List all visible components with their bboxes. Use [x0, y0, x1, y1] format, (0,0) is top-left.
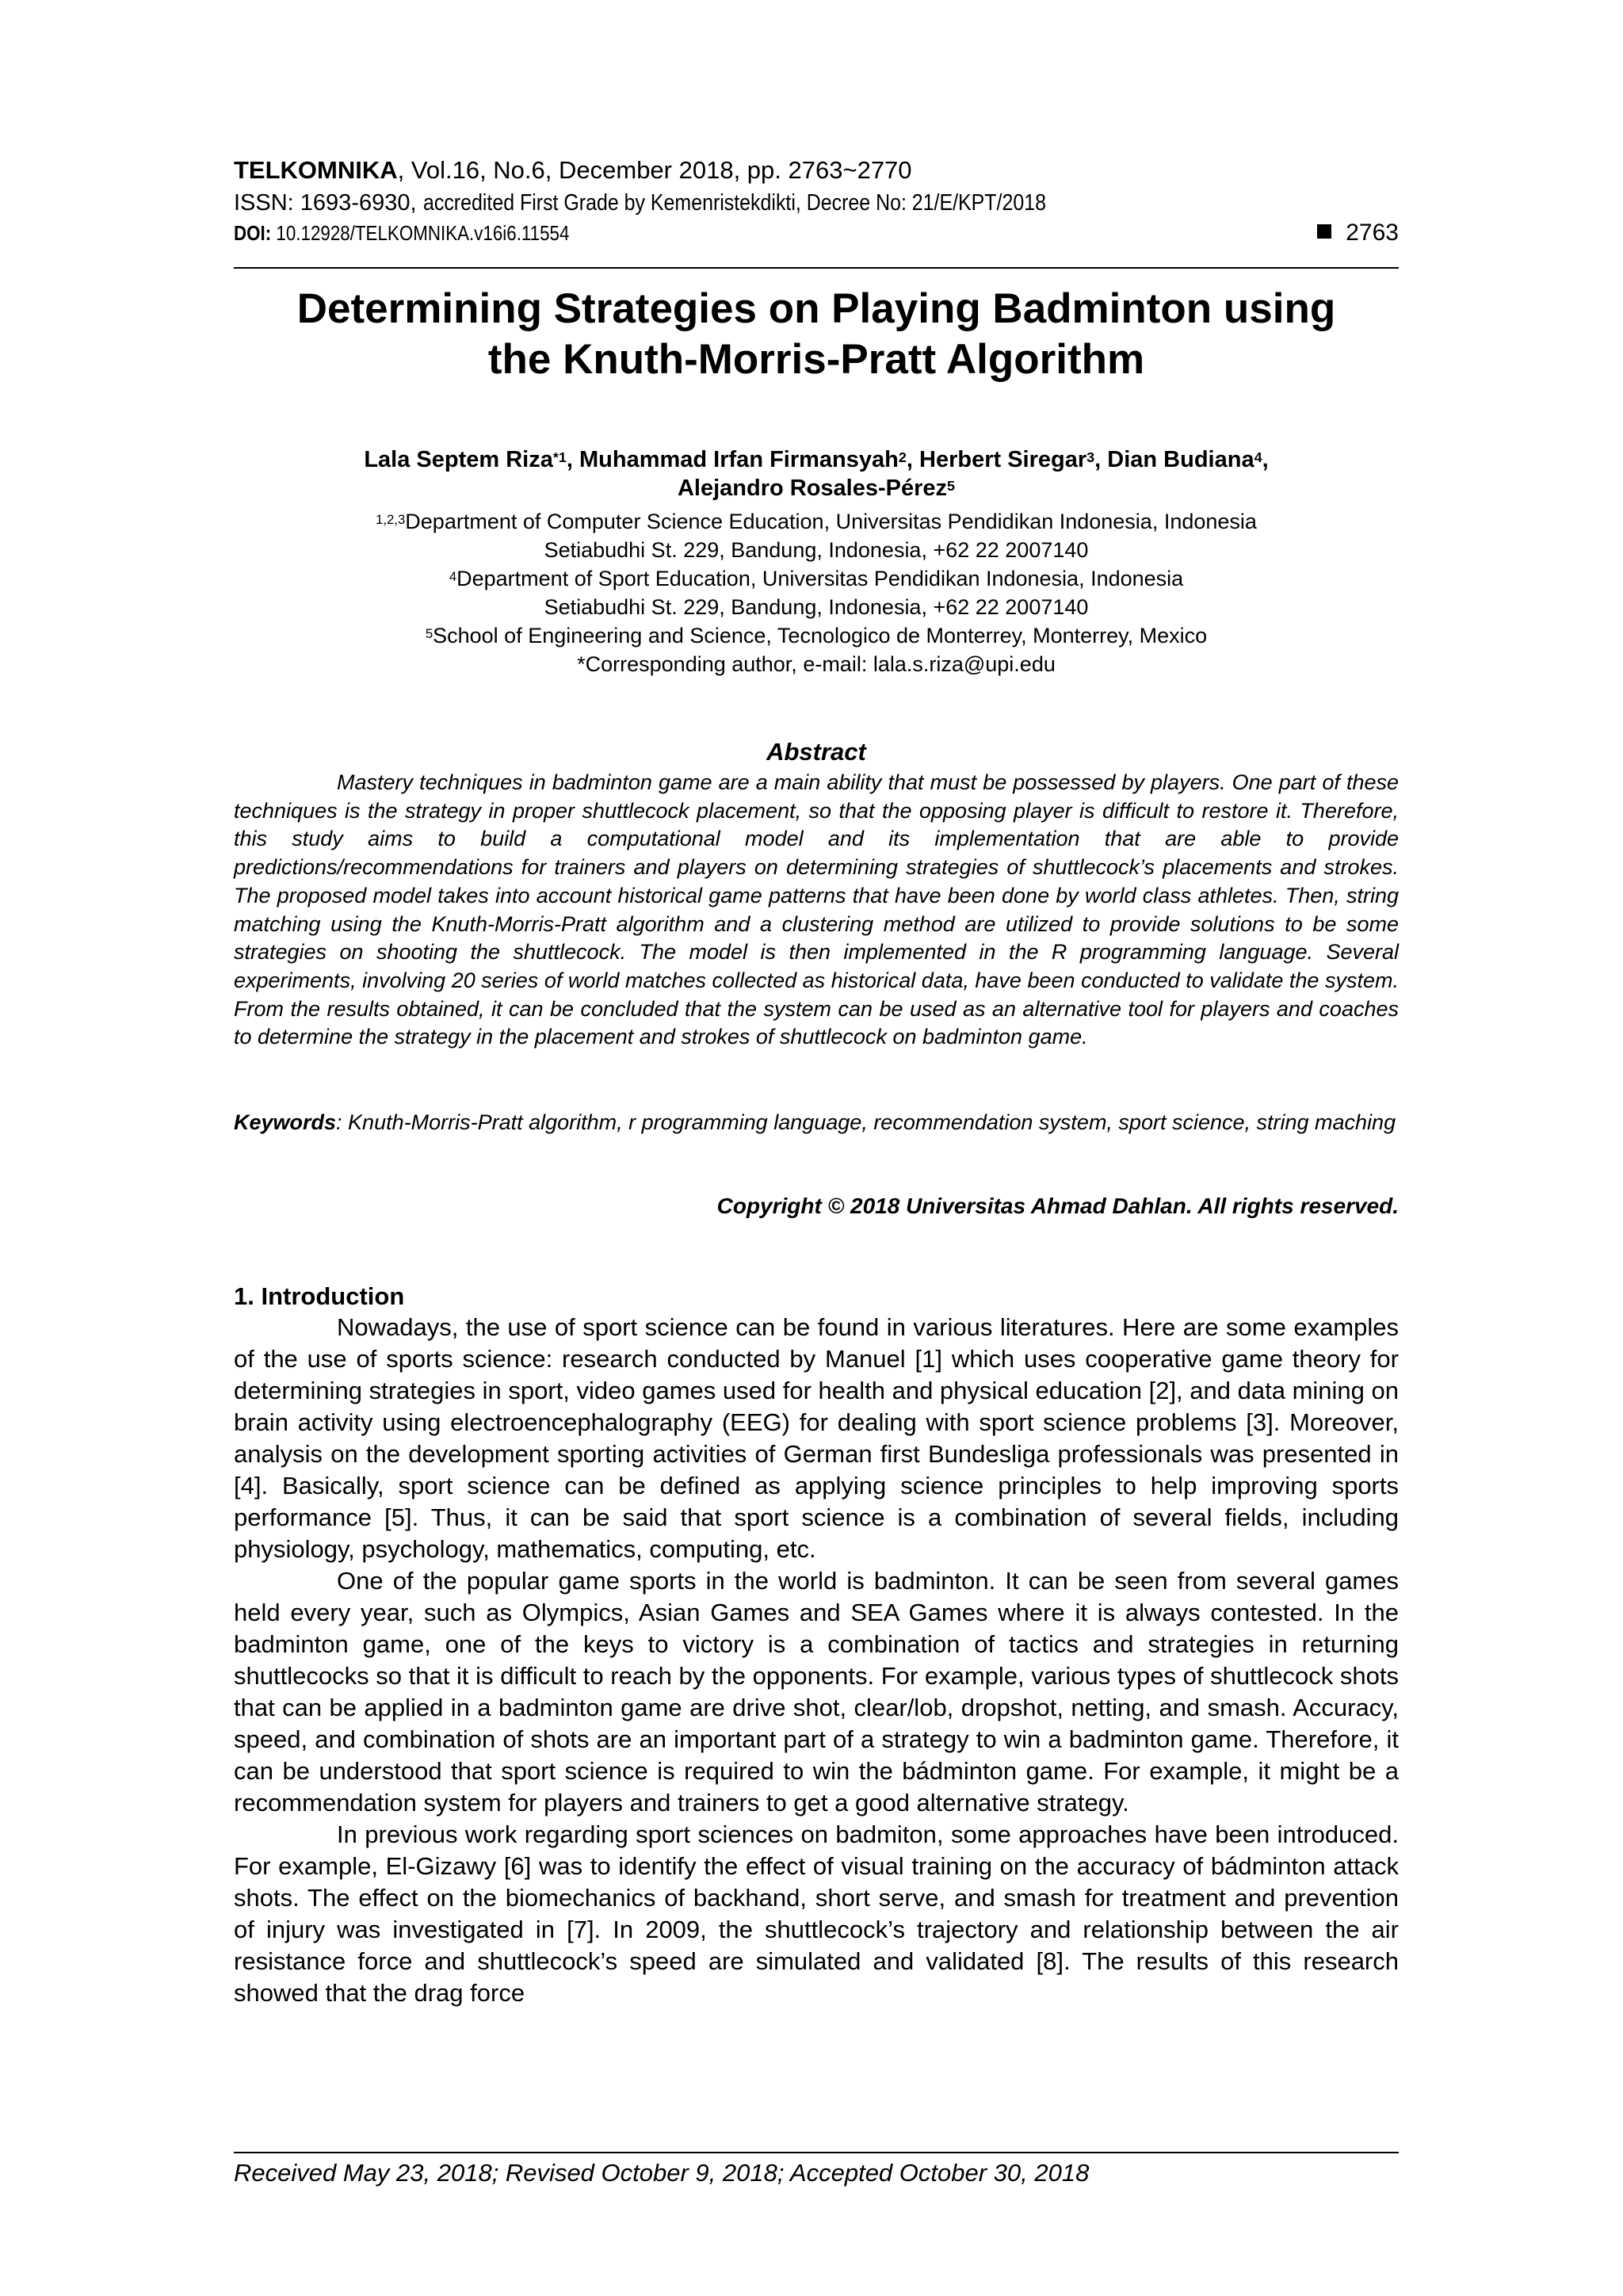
- journal-name: TELKOMNIKA: [234, 156, 398, 184]
- title-line-1: Determining Strategies on Playing Badminton using: [296, 285, 1336, 332]
- author: [364, 447, 579, 472]
- abstract-text: Mastery techniques in badminton game are a main ability that must be possessed by players. One part of these techniques is the strategy in proper shuttlecock placement, so that the opposing player is difficult to restore it. Therefore, this study aims to build a computational model and its implementation that are able to provide predictions/recommendations for trainers and players on determining strategies of shuttlecock’s placements and strokes. The proposed model takes into account historical game patterns that have been done by world class athletes. Then, string matching using the Knuth-Morris-Pratt algorithm and a clustering method are utilized to provide solutions to be some strategies on shooting the shuttlecock. The model is then implemented in the R programming language. Several experiments, involving 20 series of world matches collected as historical data, have been conducted to validate the system. From the results obtained, it can be concluded that the system can be used as an alternative tool for players and coaches to determine the strategy in the placement and strokes of shuttlecock on badminton game.: [234, 770, 1399, 1049]
- affiliation-line: [234, 536, 1399, 564]
- affiliation-text: Department of Computer Science Education, Universitas Pendidikan Indonesia, Indonesia: [405, 510, 1257, 533]
- section-heading: 1. Introduction: [234, 1282, 405, 1310]
- author-separator: ,: [906, 447, 919, 472]
- body-paragraph: Nowadays, the use of sport science can be found in various literatures. Here are some examples of the use of sports science: research conducted by Manuel [1] which uses cooperative game theory for determining strategies in sport, video games used for health and physical education [2], and data mining on brain activity using electroencephalography (EEG) for dealing with sport science problems [3]. Moreover, analysis on the development sporting activities of German first Bundesliga professionals was presented in [4]. Basically, sport science can be defined as applying science principles to help improving sports performance [5]. Thus, it can be said that sport science is a combination of several fields, including physiology, psychology, mathematics, computing, etc.: [234, 1313, 1399, 1563]
- author-affiliation-mark: *1: [552, 449, 567, 465]
- abstract-heading: Abstract: [766, 738, 866, 766]
- author-name: Dian Budiana: [1107, 447, 1254, 472]
- author-separator: ,: [1094, 447, 1108, 472]
- author: [678, 476, 955, 501]
- affiliation-line: [234, 650, 1399, 678]
- author-name: Muhammad Irfan Firmansyah: [579, 447, 899, 472]
- journal-issue: , Vol.16, No.6, December 2018, pp. 2763~2770: [397, 156, 912, 184]
- author-list: [234, 445, 1399, 502]
- author-affiliation-mark: 5: [947, 477, 956, 494]
- keywords-text: : Knuth-Morris-Pratt algorithm, r programming language, recommendation system, sport science, string maching: [336, 1110, 1396, 1134]
- author-name: Herbert Siregar: [919, 447, 1087, 472]
- body-paragraph: One of the popular game sports in the world is badminton. It can be seen from several games held every year, such as Olympics, Asian Games and SEA Games where it is always contested. In the badminton game, one of the keys to victory is a combination of tactics and strategies in returning shuttlecocks so that it is difficult to reach by the opponents. For example, various types of shuttlecock shots that can be applied in a badminton game are drive shot, clear/lob, dropshot, netting, and smash. Accuracy, speed, and combination of shots are an important part of a strategy to win a badminton game. Therefore, it can be understood that sport science is required to win the bádminton game. For example, it might be a recommendation system for players and trainers to get a good alternative strategy.: [234, 1567, 1399, 1817]
- doi-line: [234, 220, 1399, 246]
- accreditation-text: accredited First Grade by Kemenristekdikti, Decree No: 21/E/KPT/2018: [422, 190, 1046, 216]
- doi-text: [234, 220, 569, 246]
- author-affiliation-mark: 2: [898, 449, 907, 465]
- keywords-label: Keywords: [234, 1110, 337, 1134]
- footer-rule: [234, 2152, 1399, 2153]
- author: [579, 447, 919, 472]
- issn-label: ISSN: 1693-6930,: [234, 190, 417, 216]
- doi-label: DOI:: [234, 221, 272, 245]
- page-number-box: [1317, 220, 1399, 246]
- copyright-notice: Copyright © 2018 Universitas Ahmad Dahlan. All rights reserved.: [716, 1194, 1399, 1218]
- header-rule: [234, 267, 1399, 269]
- affiliation-text: *Corresponding author, e-mail: lala.s.riza@upi.edu: [577, 652, 1056, 676]
- affiliation-mark: 1,2,3: [376, 512, 406, 528]
- received-dates: Received May 23, 2018; Revised October 9, 2018; Accepted October 30, 2018: [234, 2159, 1090, 2187]
- section-body: [234, 1312, 1399, 2009]
- affiliation-text: Setiabudhi St. 229, Bandung, Indonesia, +62 22 2007140: [544, 595, 1089, 619]
- author-name: Alejandro Rosales-Pérez: [677, 476, 948, 501]
- author-separator: ,: [566, 447, 579, 472]
- affiliation-line: [234, 507, 1399, 536]
- affiliation-mark: 5: [425, 626, 433, 642]
- page-number: 2763: [1346, 220, 1399, 246]
- affiliation-line: [234, 621, 1399, 650]
- author-name: Lala Septem Riza: [364, 447, 553, 472]
- affiliation-text: Setiabudhi St. 229, Bandung, Indonesia, +62 22 2007140: [544, 538, 1089, 562]
- doi-value: 10.12928/TELKOMNIKA.v16i6.11554: [276, 221, 570, 245]
- journal-line: [234, 156, 1399, 185]
- author-affiliation-mark: 3: [1086, 449, 1095, 465]
- paper-title: [234, 284, 1399, 385]
- affiliation-text: Department of Sport Education, Universitas Pendidikan Indonesia, Indonesia: [456, 567, 1184, 590]
- author: [919, 447, 1107, 472]
- square-bullet-icon: [1317, 224, 1331, 239]
- author: [1107, 447, 1268, 472]
- author-affiliation-mark: 4: [1254, 449, 1262, 465]
- body-paragraph: In previous work regarding sport sciences on badmiton, some approaches have been introduced. For example, El-Gizawy [6] was to identify the effect of visual training on the accuracy of bádminton attack shots. The effect on the biomechanics of backhand, short serve, and smash for treatment and prevention of injury was investigated in [7]. In 2009, the shuttlecock’s trajectory and relationship between the air resistance force and shuttlecock’s speed are simulated and validated [8]. The results of this research showed that the drag force: [234, 1820, 1399, 2007]
- affiliation-mark: 4: [449, 569, 457, 585]
- affiliation-list: [234, 507, 1399, 678]
- keywords: [234, 1108, 1399, 1137]
- affiliation-line: [234, 593, 1399, 621]
- title-line-2: the Knuth-Morris-Pratt Algorithm: [487, 336, 1145, 383]
- issn-line: [234, 189, 1399, 216]
- affiliation-text: School of Engineering and Science, Tecnologico de Monterrey, Monterrey, Mexico: [433, 624, 1208, 648]
- affiliation-line: [234, 564, 1399, 593]
- author-separator: ,: [1262, 447, 1269, 472]
